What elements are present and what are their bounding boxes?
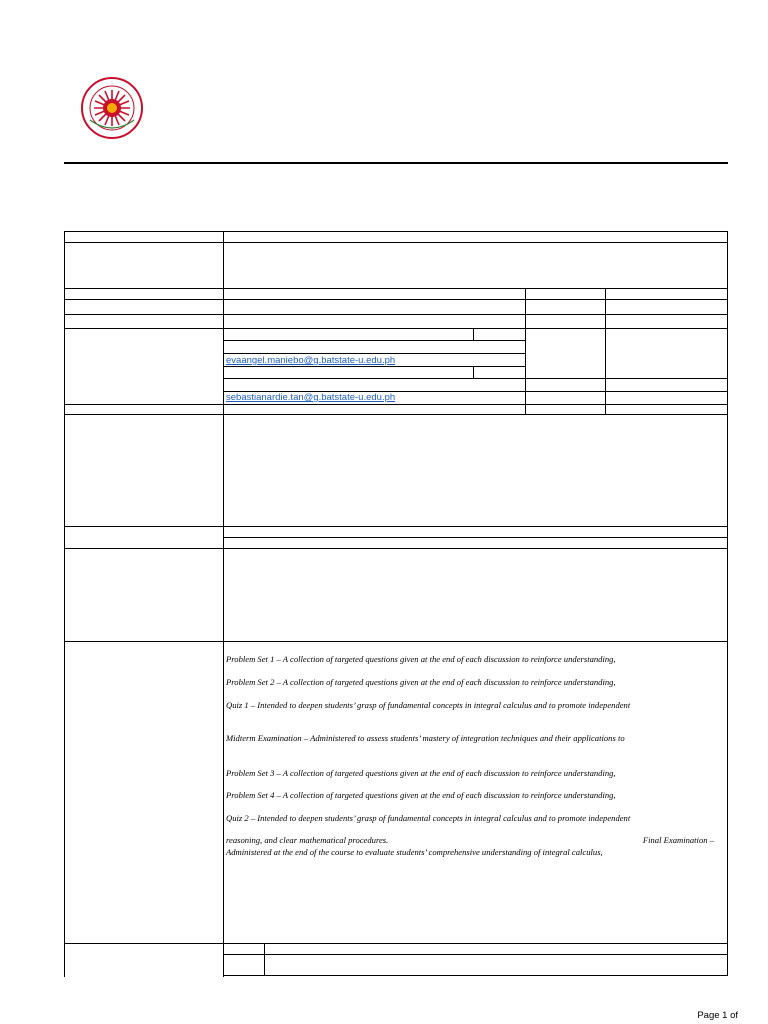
assessment-item-final-exam: Final Examination – [642, 835, 714, 845]
value-cell [223, 954, 265, 976]
assessment-item: Quiz 1 – Intended to deepen students’ grasp of fundamental concepts in integral calculus and to promote independent [226, 700, 631, 710]
assessment-item: Problem Set 3 – A collection of targeted questions given at the end of each discussion to reinforce understanding, [226, 768, 616, 778]
label-cell [64, 548, 224, 642]
assessment-item: Administered at the end of the course to evaluate students’ comprehensive understanding of integral calculus, [226, 847, 603, 857]
header-rule [64, 162, 728, 164]
instructor-info-cell [223, 340, 526, 354]
assessment-item: Problem Set 1 – A collection of targeted questions given at the end of each discussion to reinforce understanding, [226, 654, 616, 664]
instructor-info-cell [223, 378, 526, 392]
value-cell [525, 314, 606, 329]
value-cell [605, 391, 728, 405]
label-cell [64, 242, 224, 289]
assessment-item: Midterm Examination – Administered to assess students’ mastery of integration techniques and their applications to [226, 733, 625, 743]
value-cell [605, 314, 728, 329]
assessment-item: reasoning, and clear mathematical procedures. [226, 835, 389, 845]
value-cell [525, 378, 606, 392]
assessment-item: Problem Set 4 – A collection of targeted questions given at the end of each discussion to reinforce understanding, [226, 790, 616, 800]
value-cell [525, 299, 606, 315]
label-cell [64, 414, 224, 527]
instructor-email-link-1[interactable]: evaangel.maniebo@g.batstate-u.edu.ph [226, 355, 396, 366]
instructor-label-cell [64, 328, 224, 405]
value-cell [223, 242, 728, 289]
value-cell [223, 548, 728, 642]
instructor-email-link-2[interactable]: sebastianardie.tan@g.batstate-u.edu.ph [226, 392, 396, 403]
university-seal-logo [80, 76, 144, 140]
value-cell [605, 328, 728, 379]
value-cell [605, 378, 728, 392]
assessment-label-cell [64, 641, 224, 944]
label-cell [64, 299, 224, 315]
assessment-item: Problem Set 2 – A collection of targeted questions given at the end of each discussion to reinforce understanding, [226, 677, 616, 687]
label-cell [64, 943, 224, 977]
value-cell [264, 954, 728, 976]
page-number: Page 1 of [697, 1010, 738, 1021]
label-cell [64, 526, 224, 549]
value-cell [525, 328, 606, 379]
label-cell [64, 314, 224, 329]
value-cell [223, 414, 728, 527]
value-cell [605, 299, 728, 315]
value-cell [223, 299, 526, 315]
value-cell [525, 391, 606, 405]
value-cell [223, 314, 526, 329]
assessment-item: Quiz 2 – Intended to deepen students’ grasp of fundamental concepts in integral calculus and to promote independent [226, 813, 631, 823]
